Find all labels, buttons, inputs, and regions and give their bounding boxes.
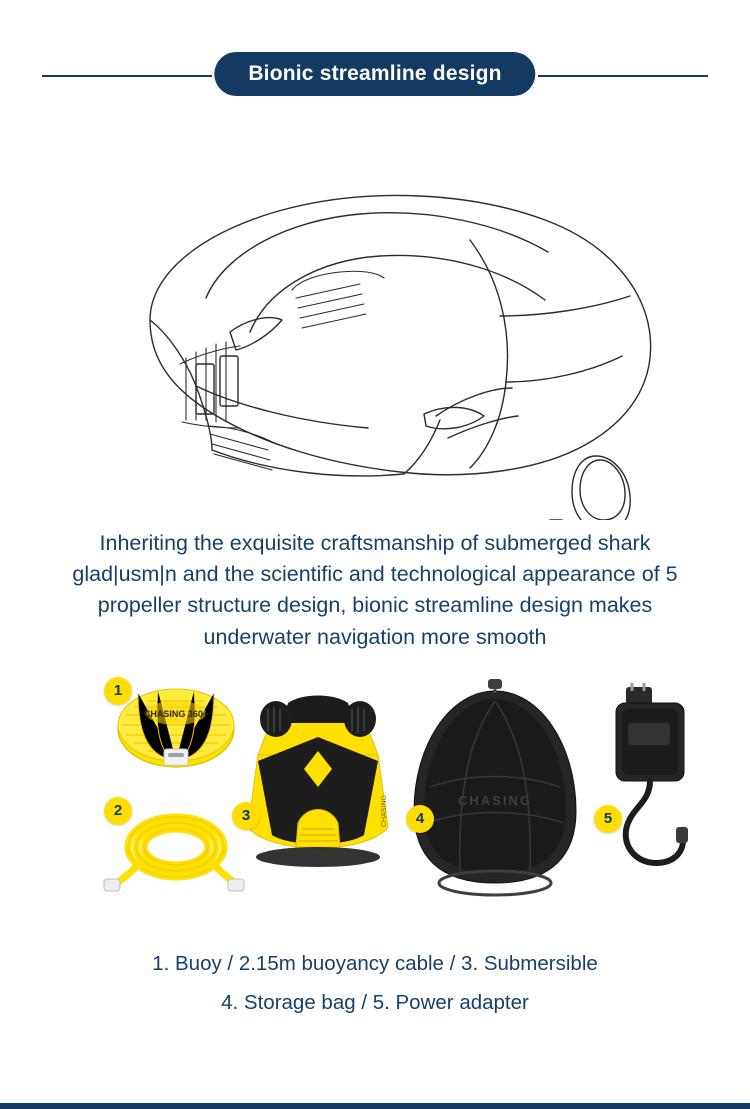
description-text: Inheriting the exquisite craftsmanship of submerged shark glad|usm|n and the scientific and technological appearance of 5 propeller structure design, bionic streamline design makes underwater navigation more smooth: [72, 531, 678, 649]
badge-3: 3: [232, 802, 260, 830]
bag-brand: CHASING: [458, 792, 532, 808]
badge-4: 4: [406, 805, 434, 833]
product-power-adapter: [590, 677, 730, 887]
product-buoyancy-cable: [98, 795, 248, 915]
page-header: [0, 0, 750, 120]
product-buoy: [98, 677, 248, 797]
product-gallery: [0, 677, 750, 927]
hero-illustration: [0, 120, 750, 520]
header-rule-left: [42, 75, 212, 77]
power-adapter-image: [590, 677, 730, 887]
product-storage-bag: [400, 677, 590, 907]
submersible-brand: CHASING: [381, 794, 388, 827]
badge-5: 5: [594, 805, 622, 833]
footer-bar: [0, 1103, 750, 1109]
badge-1: 1: [104, 677, 132, 705]
header-rule-right: [538, 75, 708, 77]
page-title: Bionic streamline design: [214, 52, 535, 96]
underwater-drone-line-drawing: [0, 120, 750, 520]
caption-line-2: 4. Storage bag / 5. Power adapter: [221, 990, 529, 1014]
product-captions: [25, 945, 725, 1023]
storage-bag-image: [400, 677, 590, 907]
submersible-image: [228, 677, 408, 892]
product-submersible: [228, 677, 408, 892]
caption-line-1: 1. Buoy / 2.15m buoyancy cable / 3. Submersible: [152, 951, 598, 975]
badge-2: 2: [104, 797, 132, 825]
buoy-brand: CHASING 360+: [143, 708, 209, 719]
